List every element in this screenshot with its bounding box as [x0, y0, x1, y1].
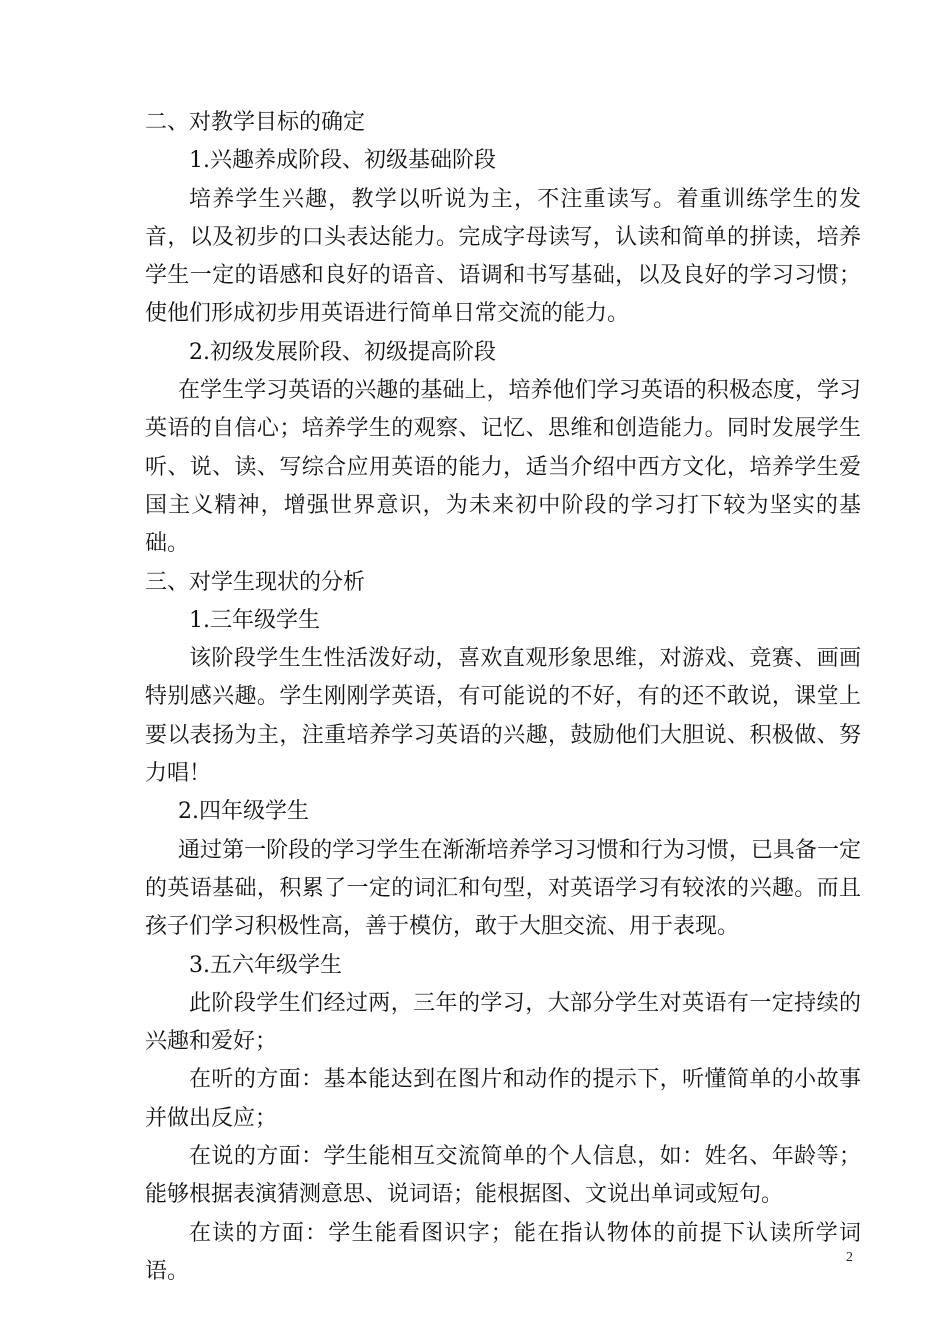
- section-heading-teaching-goals: 二、对教学目标的确定: [145, 110, 366, 135]
- paragraph-reading: 在读的方面：学生能看图识字；能在指认物体的前提下认读所学词语。: [145, 1220, 861, 1284]
- subheading-grade-4: 2.四年级学生: [178, 799, 309, 825]
- paragraph-stage-2: 在学生学习英语的兴趣的基础上，培养他们学习英语的积极态度，学习英语的自信心；培养学生的观察、记忆、思维和创造能力。同时发展学生听、说、读、写综合应用英语的能力，适当介绍中西方文化，培养学生爱国主义精神，增强世界意识，为未来初中阶段的学习打下较为坚实的基础。: [145, 378, 861, 557]
- subheading-grade-3: 1.三年级学生: [189, 607, 320, 633]
- subheading-grade-5-6: 3.五六年级学生: [189, 952, 342, 978]
- page-number: 2: [846, 1250, 853, 1265]
- paragraph-grade-5-6: 此阶段学生们经过两，三年的学习，大部分学生对英语有一定持续的兴趣和爱好；: [145, 990, 861, 1055]
- section-heading-student-analysis: 三、对学生现状的分析: [145, 569, 366, 595]
- paragraph-stage-1: 培养学生兴趣，教学以听说为主，不注重读写。着重训练学生的发音，以及初步的口头表达能力。完成字母读写，认读和简单的拼读，培养学生一定的语感和良好的语音、语调和书写基础，以及良好的学习习惯；使他们形成初步用英语进行简单日常交流的能力。: [145, 186, 861, 327]
- paragraph-grade-3: 该阶段学生生性活泼好动，喜欢直观形象思维，对游戏、竞赛、画画特别感兴趣。学生刚刚学英语，有可能说的不好，有的还不敢说，课堂上要以表扬为主，注重培养学习英语的兴趣，鼓励他们大胆说、积极做、努力唱！: [145, 646, 861, 787]
- subheading-stage-2: 2.初级发展阶段、初级提高阶段: [189, 339, 496, 365]
- document-body: [145, 104, 861, 1291]
- subheading-stage-1: 1.兴趣养成阶段、初级基础阶段: [189, 148, 496, 174]
- paragraph-grade-4: 通过第一阶段的学习学生在渐渐培养学习习惯和行为习惯，已具备一定的英语基础，积累了一定的词汇和句型，对英语学习有较浓的兴趣。而且孩子们学习积极性高，善于模仿，敢于大胆交流、用于表现。: [145, 837, 861, 940]
- paragraph-listening: 在听的方面：基本能达到在图片和动作的提示下，听懂简单的小故事并做出反应；: [145, 1067, 861, 1131]
- paragraph-speaking: 在说的方面：学生能相互交流简单的个人信息，如：姓名、年龄等；能够根据表演猜测意思、说词语；能根据图、文说出单词或短句。: [145, 1144, 861, 1208]
